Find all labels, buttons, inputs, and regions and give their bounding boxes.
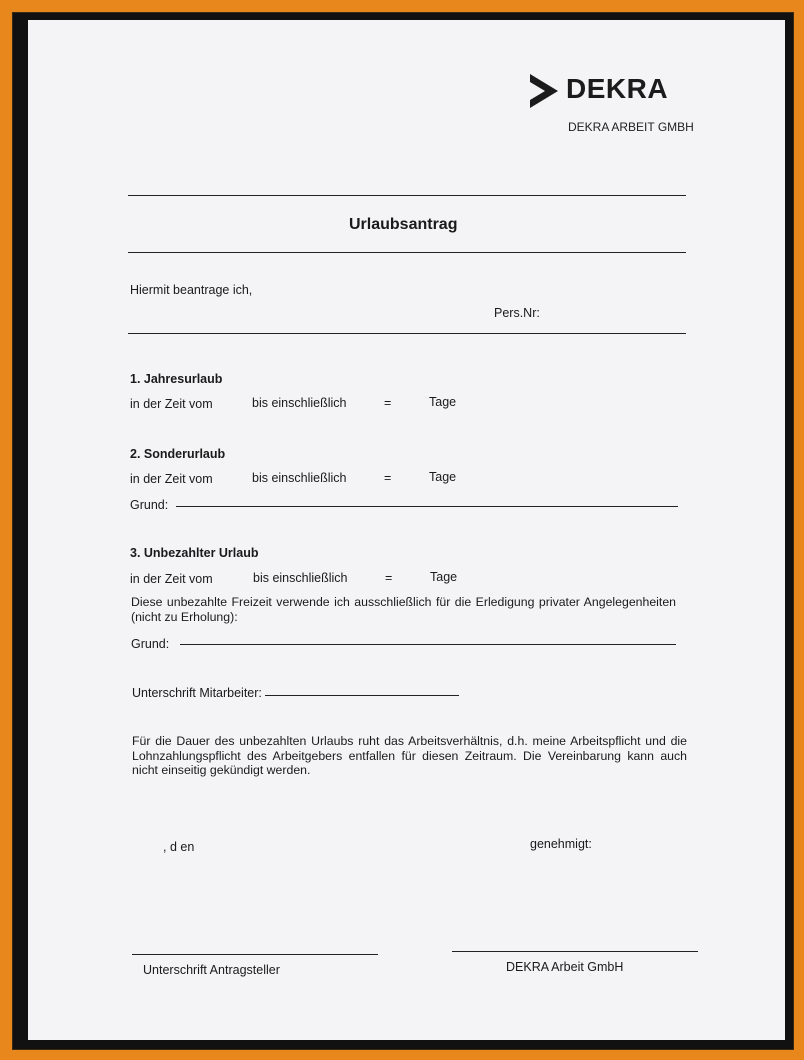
section-1-heading: 1. Jahresurlaub <box>130 372 223 386</box>
section-2-reason-label: Grund: <box>130 498 169 512</box>
employer-signature-label: DEKRA Arbeit GmbH <box>506 960 624 974</box>
section-2-reason-line[interactable] <box>176 506 678 507</box>
employee-signature-label: Unterschrift Mitarbeiter: <box>132 686 262 700</box>
brand-name: DEKRA <box>566 73 669 104</box>
section-3-days-label: Tage <box>430 570 458 584</box>
section-3-note: Diese unbezahlte Freizeit verwende ich ausschließlich für die Erledigung privater Angelegenheiten (nicht zu Erholung): <box>131 595 676 624</box>
name-field-line[interactable] <box>128 333 686 334</box>
place-date-label: , d en <box>163 840 195 854</box>
section-1-equals: = <box>384 396 392 410</box>
section-3-reason-line[interactable] <box>180 644 676 645</box>
section-3-from-label: in der Zeit vom <box>130 572 213 586</box>
section-1-to-label: bis einschließlich <box>252 396 347 410</box>
document-page <box>28 20 785 1040</box>
section-1-days-label: Tage <box>429 395 457 409</box>
title-bottom-rule <box>128 252 686 253</box>
title-top-rule <box>128 195 686 196</box>
section-2-days-label: Tage <box>429 470 457 484</box>
form-title: Urlaubsantrag <box>349 216 458 233</box>
section-3-equals: = <box>385 571 393 585</box>
employee-signature-line[interactable] <box>265 695 459 696</box>
approved-label: genehmigt: <box>530 837 592 851</box>
section-3-to-label: bis einschließlich <box>253 571 348 585</box>
applicant-signature-line[interactable] <box>132 954 378 955</box>
dekra-chevron-logo-icon <box>528 72 560 110</box>
section-2-heading: 2. Sonderurlaub <box>130 447 226 461</box>
section-2-to-label: bis einschließlich <box>252 471 347 485</box>
employer-signature-line[interactable] <box>452 951 698 952</box>
section-3-heading: 3. Unbezahlter Urlaub <box>130 546 259 560</box>
company-subtitle: DEKRA ARBEIT GMBH <box>568 120 694 134</box>
section-3-reason-label: Grund: <box>131 637 170 651</box>
section-2-equals: = <box>384 471 392 485</box>
intro-text: Hiermit beantrage ich, <box>130 283 253 297</box>
legal-note: Für die Dauer des unbezahlten Urlaubs ruht das Arbeitsverhältnis, d.h. meine Arbeitspflicht und die Lohnzahlungspflicht des Arbeitgebers entfallen für diesen Zeitraum. Die Vereinbarung kann auch nicht einseitig gekündigt werden. <box>132 734 687 777</box>
pers-nr-label: Pers.Nr: <box>494 306 540 320</box>
applicant-signature-label: Unterschrift Antragsteller <box>143 963 280 977</box>
section-2-from-label: in der Zeit vom <box>130 472 213 486</box>
section-1-from-label: in der Zeit vom <box>130 397 213 411</box>
